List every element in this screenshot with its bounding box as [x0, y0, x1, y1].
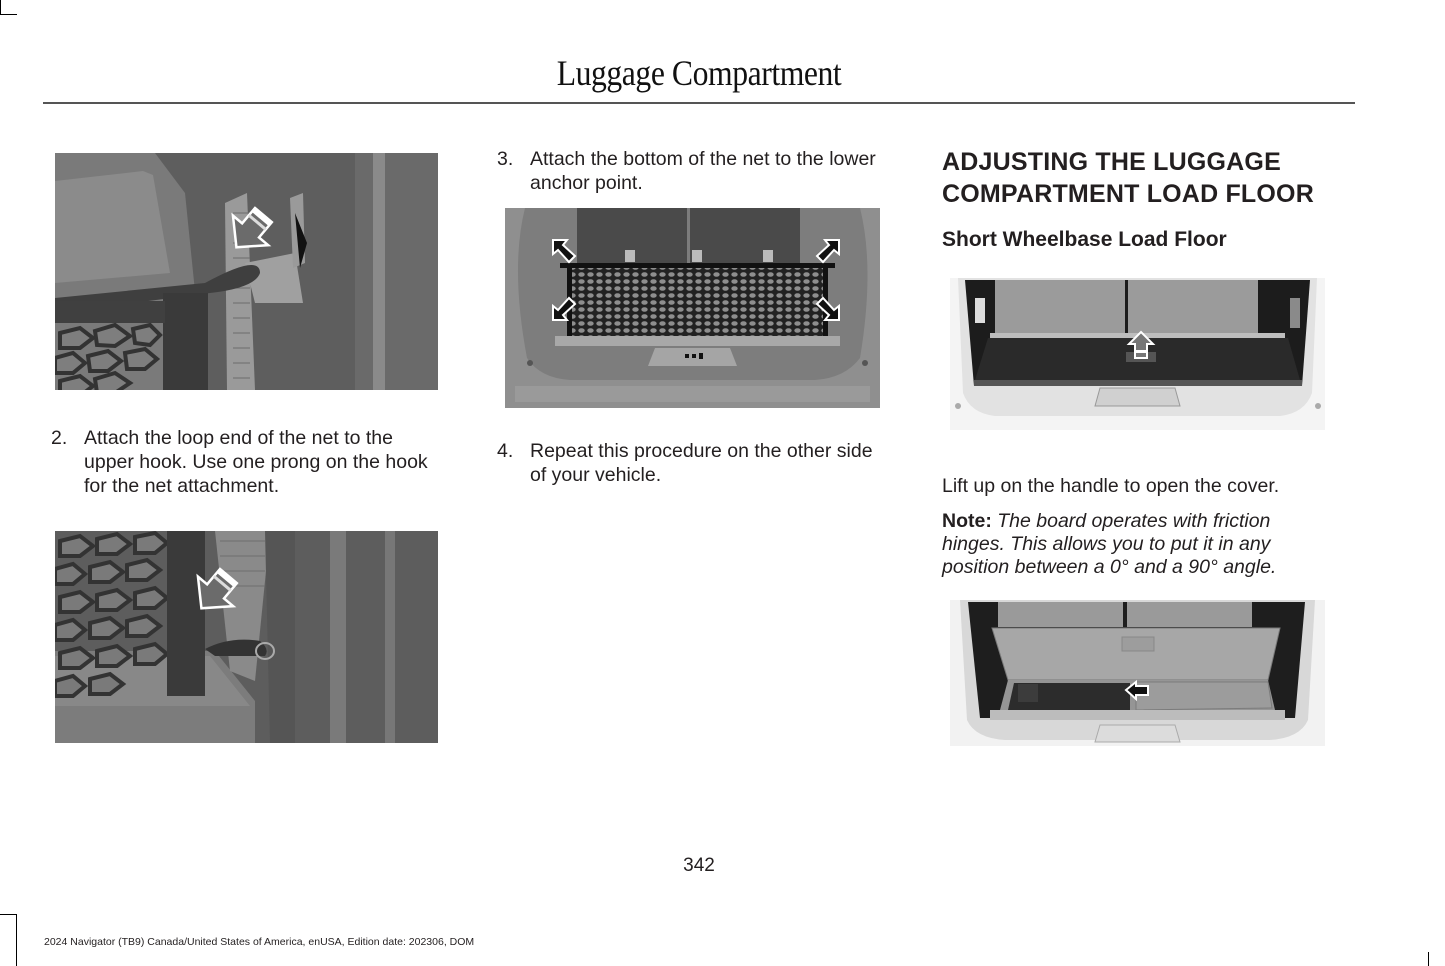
note-label: Note: — [942, 510, 992, 532]
step-number: 4. — [497, 440, 514, 462]
step-line: anchor point. — [530, 172, 643, 194]
crop-mark — [1428, 952, 1429, 966]
page-number: 342 — [683, 855, 715, 876]
figure-load-floor-closed — [950, 278, 1325, 430]
step-line: Attach the bottom of the net to the lower — [530, 148, 876, 170]
step-number: 2. — [51, 427, 68, 449]
crop-mark — [0, 0, 1, 14]
note-line: The board operates with friction — [991, 510, 1271, 532]
figure-upper-hook — [55, 153, 438, 390]
footer-edition-info: 2024 Navigator (TB9) Canada/United States of America, enUSA, Edition date: 202306, DOM — [44, 936, 475, 948]
step-line: Attach the loop end of the net to the — [84, 427, 393, 449]
note-text — [942, 510, 1342, 579]
step-line: of your vehicle. — [530, 464, 662, 486]
step-text — [84, 426, 428, 498]
note-line: hinges. This allows you to put it in any — [942, 533, 1271, 555]
section-heading-line: COMPARTMENT LOAD FLOOR — [942, 180, 1314, 208]
instruction-text: Lift up on the handle to open the cover. — [942, 475, 1280, 497]
step-2 — [51, 426, 471, 506]
header-rule — [43, 102, 1355, 104]
step-line: upper hook. Use one prong on the hook — [84, 451, 428, 473]
note-line: position between a 0° and a 90° angle. — [942, 556, 1277, 578]
figure-lower-hook — [55, 531, 438, 743]
step-text — [530, 439, 873, 487]
section-heading-line: ADJUSTING THE LUGGAGE — [942, 148, 1281, 176]
page-title: Luggage Compartment — [556, 53, 842, 93]
crop-mark — [0, 14, 17, 15]
step-4 — [497, 439, 927, 489]
figure-load-floor-open — [950, 600, 1325, 746]
step-line: Repeat this procedure on the other side — [530, 440, 873, 462]
step-3 — [497, 147, 927, 197]
step-line: for the net attachment. — [84, 475, 280, 497]
crop-mark — [16, 914, 17, 966]
section-heading — [942, 146, 1362, 210]
step-number: 3. — [497, 148, 514, 170]
figure-cargo-net — [505, 208, 880, 408]
crop-mark — [0, 914, 17, 915]
step-text — [530, 147, 876, 195]
subsection-heading: Short Wheelbase Load Floor — [942, 228, 1227, 251]
